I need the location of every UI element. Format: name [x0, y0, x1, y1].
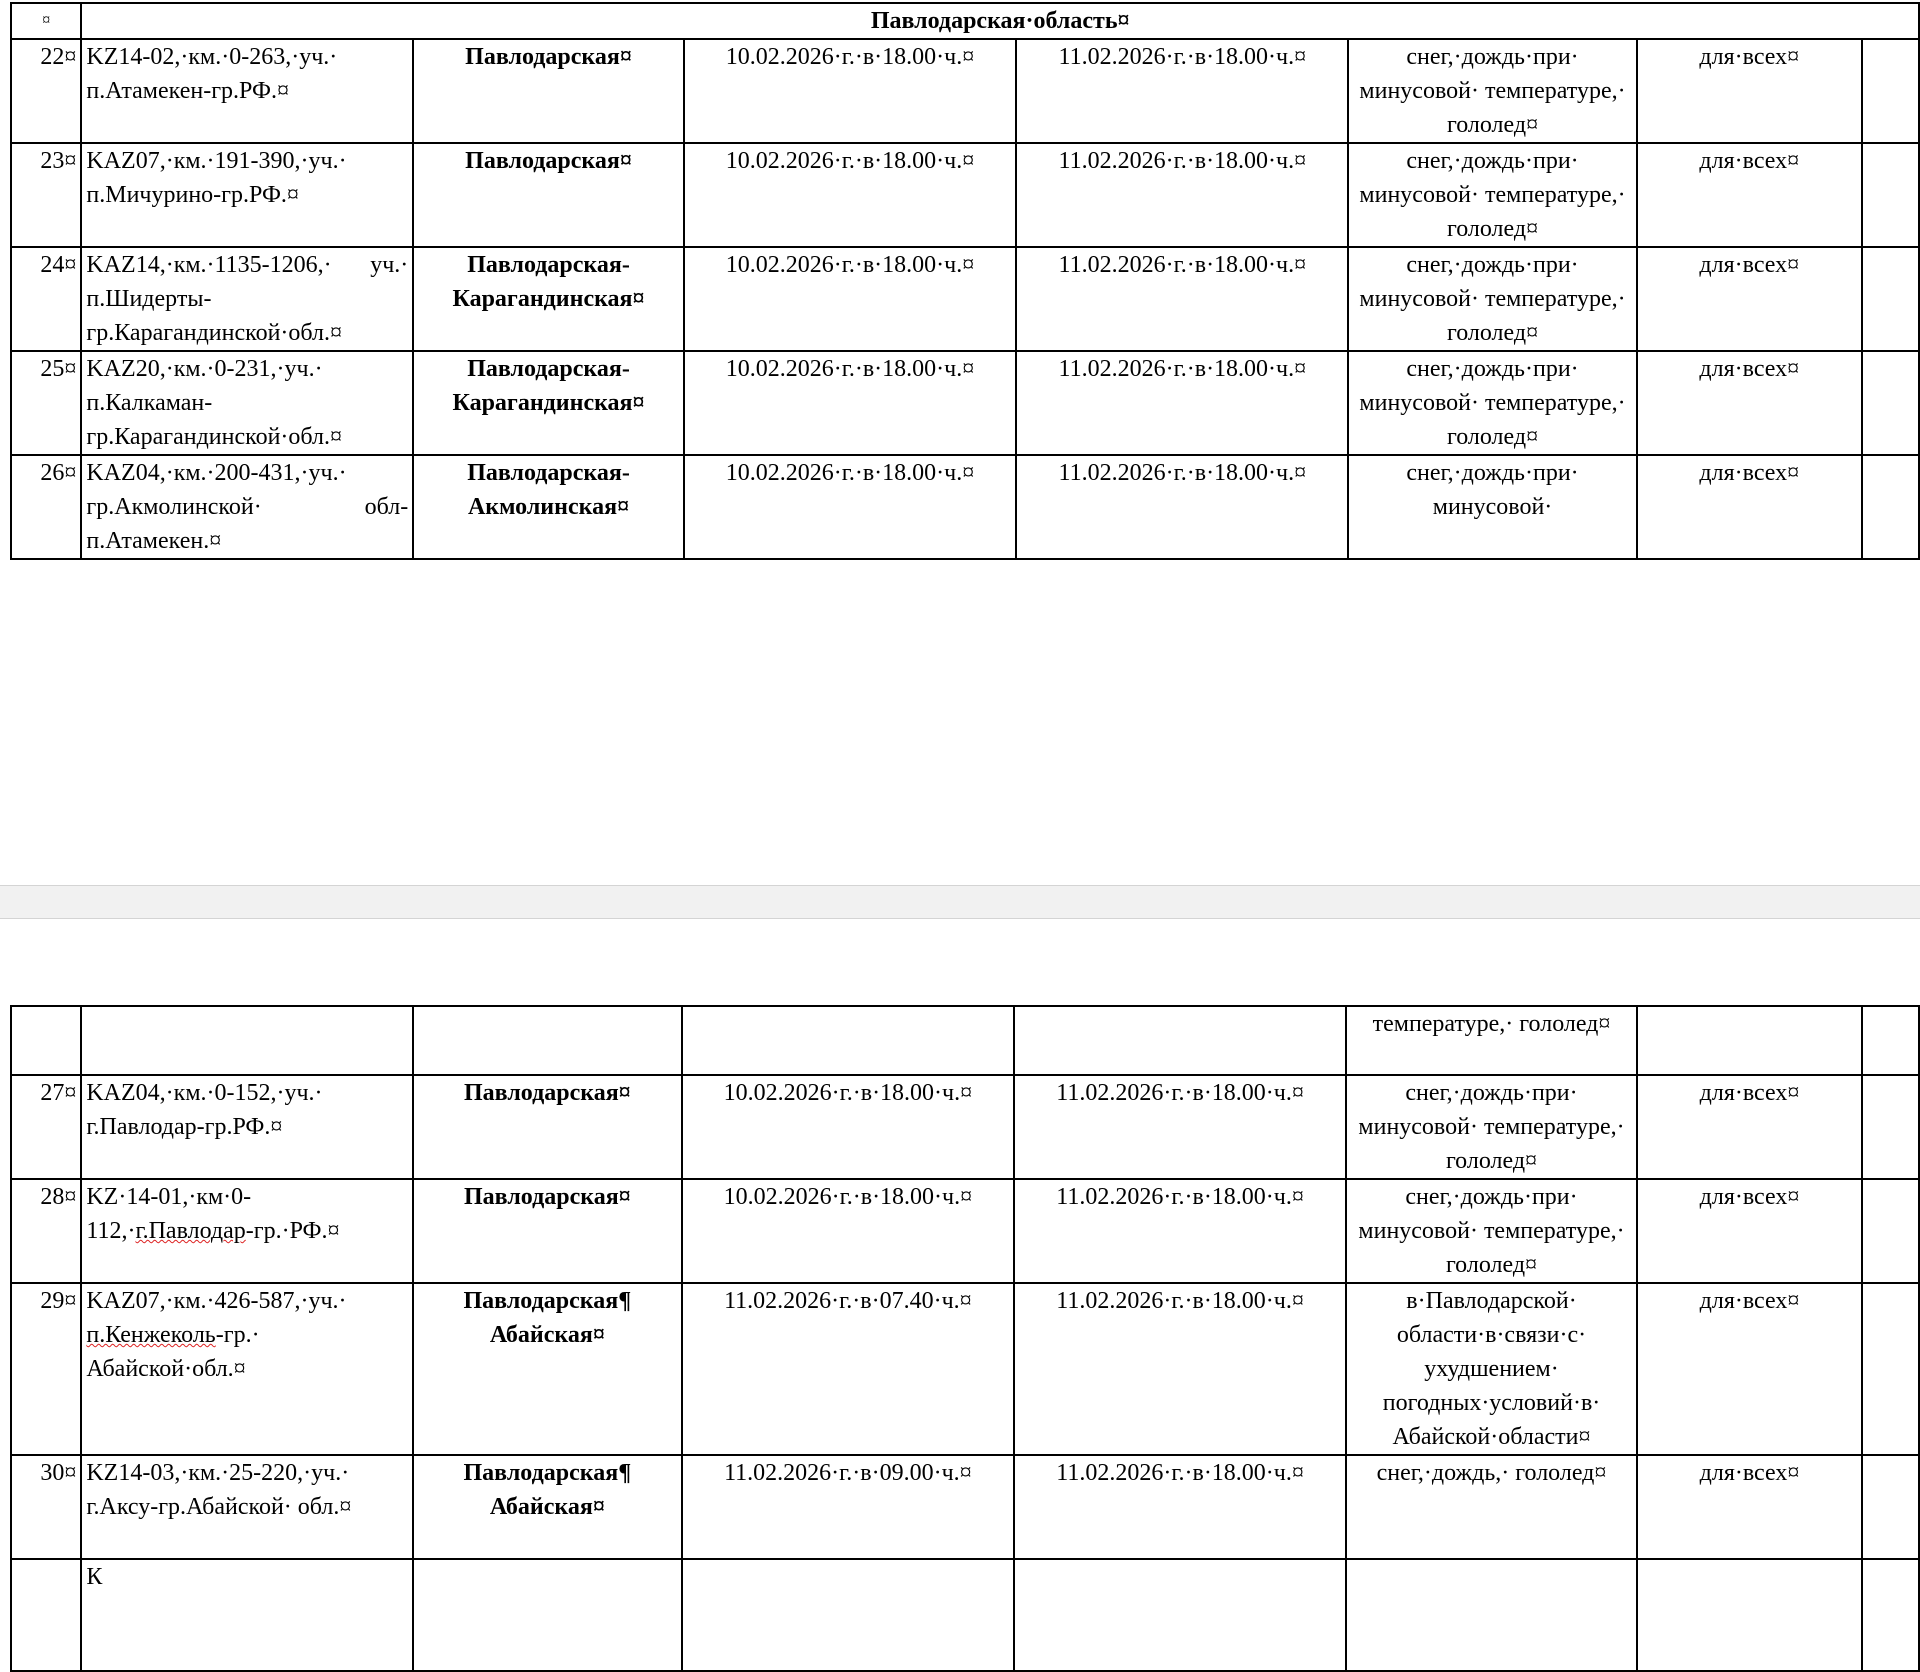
region-line-1: Павлодарская¶ — [463, 1288, 632, 1314]
road-line-2-rest: -гр.· — [215, 1322, 260, 1348]
empty-cell — [81, 1006, 413, 1075]
road-closure-table-bottom — [10, 1005, 1920, 1672]
restriction-type: для·всех¤ — [1637, 1075, 1862, 1179]
empty-cell — [1014, 1559, 1346, 1671]
road-section — [81, 1179, 413, 1283]
region-line-2: Карагандинская¤ — [452, 390, 645, 416]
extra-cell — [1862, 1283, 1919, 1455]
table-row — [11, 247, 1919, 351]
region: Павлодарская¤ — [413, 39, 684, 143]
road-section: KZ14-03,·км.·25-220,·уч.· г.Аксу-гр.Абайской· обл.¤ — [81, 1455, 413, 1559]
end-time: 11.02.2026·г.·в·18.00·ч.¤ — [1016, 351, 1348, 455]
start-time: 10.02.2026·г.·в·18.00·ч.¤ — [684, 39, 1016, 143]
end-time: 11.02.2026·г.·в·18.00·ч.¤ — [1016, 455, 1348, 559]
empty-cell — [682, 1006, 1014, 1075]
restriction-type: для·всех¤ — [1637, 247, 1862, 351]
empty-cell — [1346, 1559, 1637, 1671]
end-time: 11.02.2026·г.·в·18.00·ч.¤ — [1014, 1283, 1346, 1455]
row-number: 24¤ — [11, 247, 81, 351]
region-line-2: Карагандинская¤ — [452, 286, 645, 312]
section-header-row — [11, 3, 1919, 39]
road-line-1: KZ·14-01,·км·0-112,· — [86, 1184, 252, 1244]
region-line-1: Павлодарская- — [467, 460, 630, 486]
road-line-3: Абайской·обл.¤ — [86, 1356, 246, 1382]
empty-cell — [682, 1559, 1014, 1671]
extra-cell — [1862, 1006, 1919, 1075]
extra-cell — [1862, 455, 1919, 559]
region — [413, 455, 684, 559]
region: Павлодарская¤ — [413, 1179, 682, 1283]
start-time: 10.02.2026·г.·в·18.00·ч.¤ — [684, 455, 1016, 559]
document-page-bottom — [0, 919, 1920, 1638]
road-line-2-rest: -гр.·РФ.¤ — [245, 1218, 340, 1244]
start-time: 10.02.2026·г.·в·18.00·ч.¤ — [682, 1075, 1014, 1179]
region — [413, 1455, 682, 1559]
road-section: KAZ04,·км.·0-152,·уч.· г.Павлодар-гр.РФ.¤ — [81, 1075, 413, 1179]
road-section — [81, 1283, 413, 1455]
road-section: KAZ07,·км.·191-390,·уч.· п.Мичурино-гр.РФ.¤ — [81, 143, 413, 247]
end-time: 11.02.2026·г.·в·18.00·ч.¤ — [1014, 1179, 1346, 1283]
reason: снег,·дождь·при· минусовой· температуре,· гололед¤ — [1348, 39, 1636, 143]
extra-cell — [1862, 1559, 1919, 1671]
extra-cell — [1862, 1179, 1919, 1283]
road-section: KZ14-02,·км.·0-263,·уч.· п.Атамекен-гр.РФ.¤ — [81, 39, 413, 143]
table-row — [11, 455, 1919, 559]
start-time: 10.02.2026·г.·в·18.00·ч.¤ — [684, 143, 1016, 247]
end-time: 11.02.2026·г.·в·18.00·ч.¤ — [1014, 1455, 1346, 1559]
region — [413, 247, 684, 351]
spellcheck-underlined-word: п.Кенжеколь — [86, 1322, 216, 1348]
start-time: 11.02.2026·г.·в·07.40·ч.¤ — [682, 1283, 1014, 1455]
table-row — [11, 1455, 1919, 1559]
reason: снег,·дождь·при· минусовой· — [1348, 455, 1636, 559]
page-break-gap — [0, 885, 1920, 919]
table-row-continued — [11, 1006, 1919, 1075]
restriction-type: для·всех¤ — [1637, 351, 1862, 455]
region — [413, 351, 684, 455]
road-line-1: KAZ07,·км.·426-587,·уч.· — [86, 1288, 347, 1314]
restriction-type: для·всех¤ — [1637, 1283, 1862, 1455]
restriction-type: для·всех¤ — [1637, 455, 1862, 559]
end-time: 11.02.2026·г.·в·18.00·ч.¤ — [1016, 39, 1348, 143]
empty-cell — [11, 1559, 81, 1671]
restriction-type: для·всех¤ — [1637, 39, 1862, 143]
start-time: 11.02.2026·г.·в·09.00·ч.¤ — [682, 1455, 1014, 1559]
reason: снег,·дождь·при· минусовой· температуре,· гололед¤ — [1346, 1179, 1637, 1283]
reason-continued: температуре,· гололед¤ — [1346, 1006, 1637, 1075]
restriction-type: для·всех¤ — [1637, 1455, 1862, 1559]
extra-cell — [1862, 143, 1919, 247]
empty-cell — [11, 1006, 81, 1075]
reason: снег,·дождь·при· минусовой· температуре,· гололед¤ — [1348, 247, 1636, 351]
reason: снег,·дождь·при· минусовой· температуре,· гололед¤ — [1348, 143, 1636, 247]
table-row — [11, 143, 1919, 247]
empty-cell — [1014, 1006, 1346, 1075]
region-line-2: Абайская¤ — [489, 1322, 605, 1348]
region-line-1: Павлодарская- — [467, 252, 630, 278]
start-time: 10.02.2026·г.·в·18.00·ч.¤ — [682, 1179, 1014, 1283]
road-section: KAZ04,·км.·200-431,·уч.· гр.Акмолинской· обл- п.Атамекен.¤ — [81, 455, 413, 559]
empty-cell — [413, 1006, 682, 1075]
region-line-1: Павлодарская- — [467, 356, 630, 382]
extra-cell — [1862, 1075, 1919, 1179]
table-row — [11, 1179, 1919, 1283]
region: Павлодарская¤ — [413, 143, 684, 247]
restriction-type: для·всех¤ — [1637, 143, 1862, 247]
row-number: 30¤ — [11, 1455, 81, 1559]
table-row — [11, 351, 1919, 455]
row-number: 22¤ — [11, 39, 81, 143]
empty-cell — [413, 1559, 682, 1671]
region-line-1: Павлодарская¶ — [463, 1460, 632, 1486]
road-section: KAZ14,·км.·1135-1206,· уч.· п.Шидерты- гр.Карагандинской·обл.¤ — [81, 247, 413, 351]
region: Павлодарская¤ — [413, 1075, 682, 1179]
road-closure-table-top — [10, 2, 1920, 560]
road-section-cut: К — [81, 1559, 413, 1671]
region-line-2: Абайская¤ — [489, 1494, 605, 1520]
extra-cell — [1862, 247, 1919, 351]
extra-cell — [1862, 1455, 1919, 1559]
row-number: 29¤ — [11, 1283, 81, 1455]
restriction-type: для·всех¤ — [1637, 1179, 1862, 1283]
row-number: 25¤ — [11, 351, 81, 455]
row-number: 28¤ — [11, 1179, 81, 1283]
end-time: 11.02.2026·г.·в·18.00·ч.¤ — [1016, 143, 1348, 247]
reason: снег,·дождь·при· минусовой· температуре,· гололед¤ — [1348, 351, 1636, 455]
row-number: 23¤ — [11, 143, 81, 247]
region — [413, 1283, 682, 1455]
extra-cell — [1862, 39, 1919, 143]
road-section: KAZ20,·км.·0-231,·уч.· п.Калкаман- гр.Карагандинской·обл.¤ — [81, 351, 413, 455]
table-row-cut-off — [11, 1559, 1919, 1671]
reason: снег,·дождь,· гололед¤ — [1346, 1455, 1637, 1559]
table-row — [11, 1075, 1919, 1179]
end-time: 11.02.2026·г.·в·18.00·ч.¤ — [1014, 1075, 1346, 1179]
table-row — [11, 39, 1919, 143]
table-row — [11, 1283, 1919, 1455]
end-time: 11.02.2026·г.·в·18.00·ч.¤ — [1016, 247, 1348, 351]
section-title-cell: Павлодарская·область¤ — [81, 3, 1919, 39]
start-time: 10.02.2026·г.·в·18.00·ч.¤ — [684, 351, 1016, 455]
extra-cell — [1862, 351, 1919, 455]
start-time: 10.02.2026·г.·в·18.00·ч.¤ — [684, 247, 1016, 351]
region-line-2: Акмолинская¤ — [467, 494, 630, 520]
reason: в·Павлодарской· области·в·связи·с· ухудшением· погодных·условий·в· Абайской·области¤ — [1346, 1283, 1637, 1455]
reason: снег,·дождь·при· минусовой· температуре,· гололед¤ — [1346, 1075, 1637, 1179]
row-number: 27¤ — [11, 1075, 81, 1179]
section-marker-cell: ¤ — [11, 3, 81, 39]
empty-cell — [1637, 1559, 1862, 1671]
row-number: 26¤ — [11, 455, 81, 559]
empty-cell — [1637, 1006, 1862, 1075]
spellcheck-underlined-word: г.Павлодар — [135, 1218, 246, 1244]
